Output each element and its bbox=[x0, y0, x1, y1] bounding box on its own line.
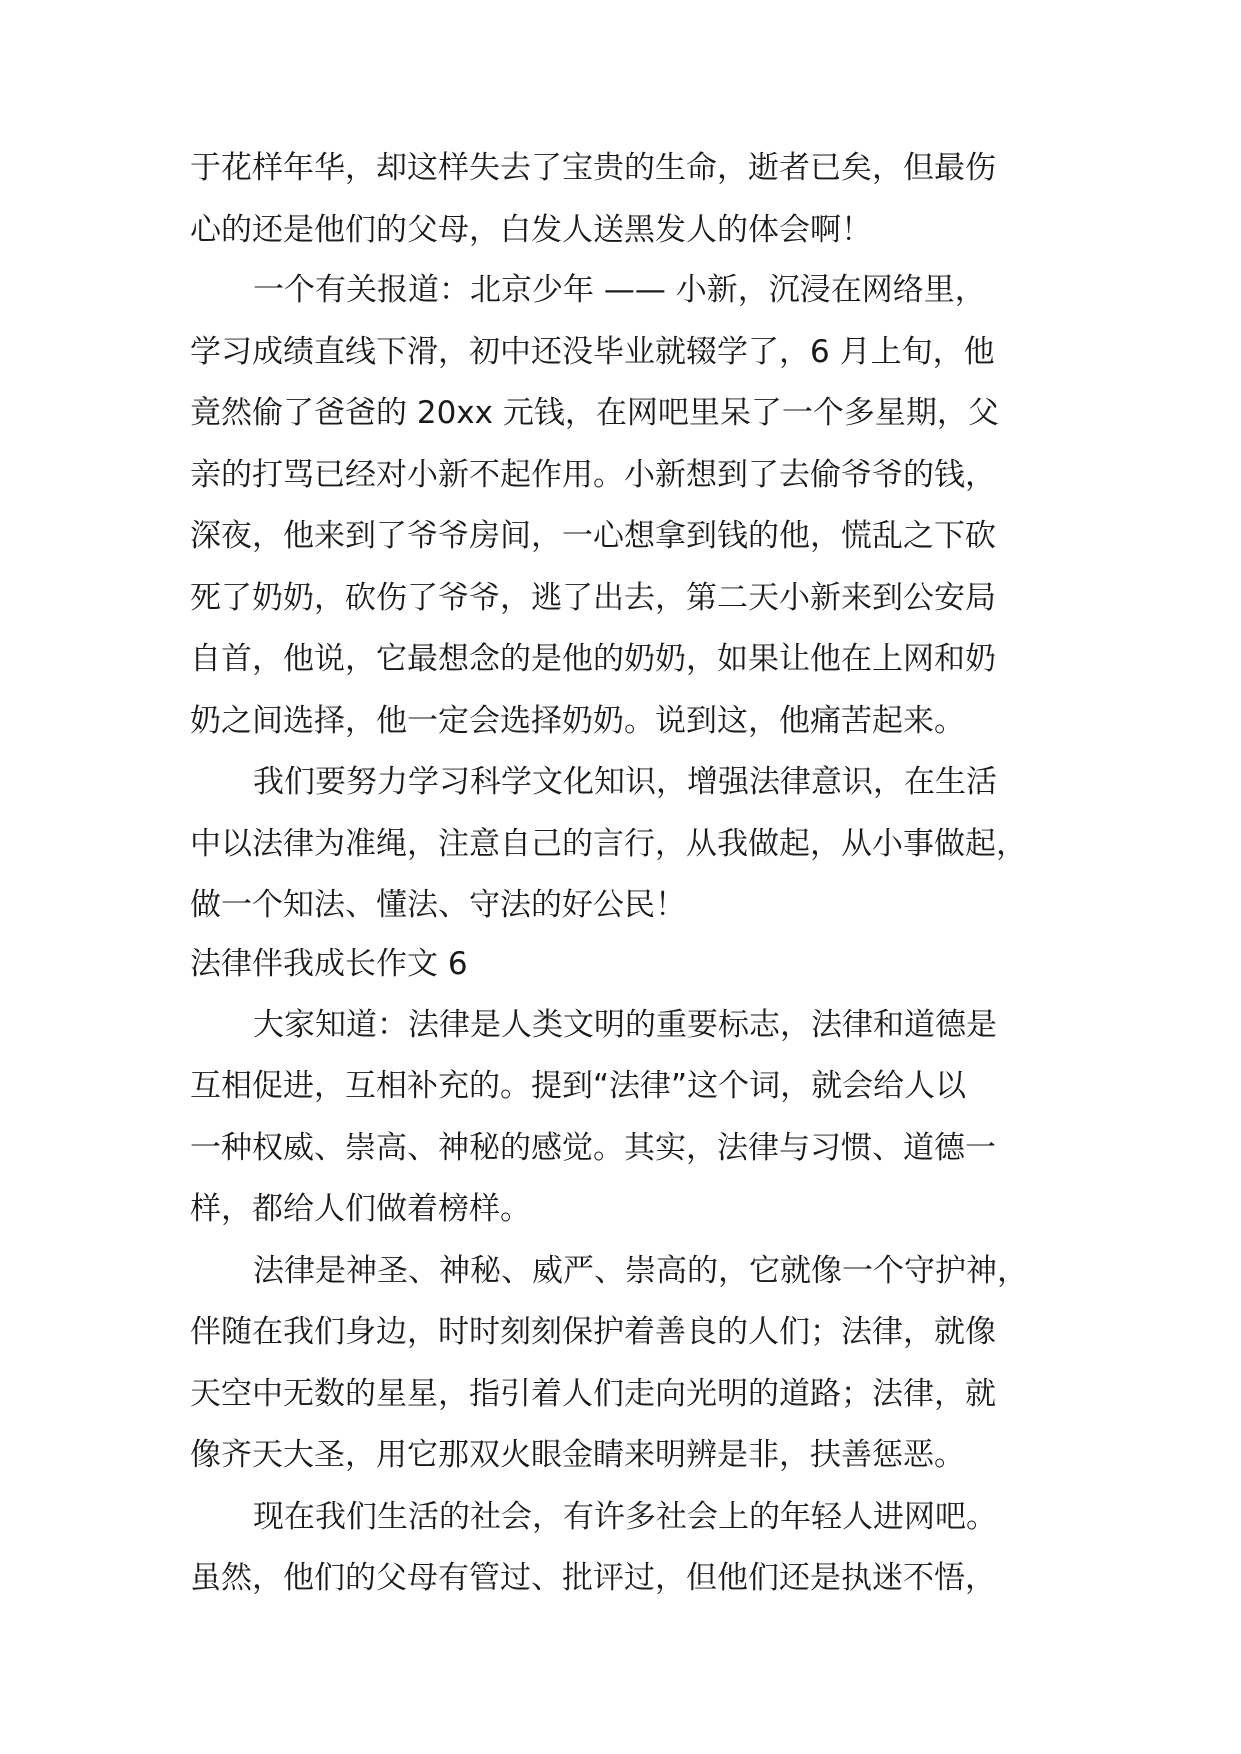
paragraph-first-line: 大家知道：法律是人类文明的重要标志，法律和道德是 bbox=[253, 1007, 997, 1043]
text-line: 亲的打骂已经对小新不起作用。小新想到了去偷爷爷的钱， bbox=[190, 457, 996, 493]
text-line: 虽然，他们的父母有管过、批评过，但他们还是执迷不悟， bbox=[190, 1560, 996, 1596]
text-line: 于花样年华，却这样失去了宝贵的生命，逝者已矣，但最伤 bbox=[190, 150, 996, 186]
text-line: 互相促进，互相补充的。提到“法律”这个词，就会给人以 bbox=[190, 1068, 967, 1104]
text-line: 奶之间选择，他一定会选择奶奶。说到这，他痛苦起来。 bbox=[190, 703, 965, 739]
text-line: 样，都给人们做着榜样。 bbox=[190, 1191, 531, 1227]
text-line: 天空中无数的星星，指引着人们走向光明的道路；法律，就 bbox=[190, 1376, 996, 1412]
text-line: 像齐天大圣，用它那双火眼金睛来明辨是非，扶善惩恶。 bbox=[190, 1437, 965, 1473]
text-line: 深夜，他来到了爷爷房间，一心想拿到钱的他，慌乱之下砍 bbox=[190, 518, 996, 554]
text-line: 竟然偷了爸爸的 20xx 元钱，在网吧里呆了一个多星期，父 bbox=[190, 395, 999, 431]
paragraph-first-line: 一个有关报道：北京少年 —— 小新，沉浸在网络里， bbox=[253, 272, 986, 308]
text-line: 伴随在我们身边，时时刻刻保护着善良的人们；法律，就像 bbox=[190, 1314, 996, 1350]
paragraph-first-line: 我们要努力学习科学文化知识，增强法律意识，在生活 bbox=[253, 764, 997, 800]
paragraph-first-line: 法律是神圣、神秘、威严、崇高的，它就像一个守护神， bbox=[253, 1253, 1028, 1289]
text-line: 中以法律为准绳，注意自己的言行，从我做起，从小事做起， bbox=[190, 826, 1027, 862]
text-line: 做一个知法、懂法、守法的好公民！ bbox=[190, 887, 686, 923]
paragraph-first-line: 现在我们生活的社会，有许多社会上的年轻人进网吧。 bbox=[253, 1499, 997, 1535]
text-line: 死了奶奶，砍伤了爷爷，逃了出去，第二天小新来到公安局 bbox=[190, 580, 996, 616]
section-heading: 法律伴我成长作文 6 bbox=[190, 946, 468, 982]
text-line: 一种权威、崇高、神秘的感觉。其实，法律与习惯、道德一 bbox=[190, 1130, 996, 1166]
text-line: 自首，他说，它最想念的是他的奶奶，如果让他在上网和奶 bbox=[190, 641, 996, 677]
text-line: 心的还是他们的父母，白发人送黑发人的体会啊！ bbox=[190, 212, 872, 248]
text-line: 学习成绩直线下滑，初中还没毕业就辍学了，6 月上旬，他 bbox=[190, 334, 995, 370]
